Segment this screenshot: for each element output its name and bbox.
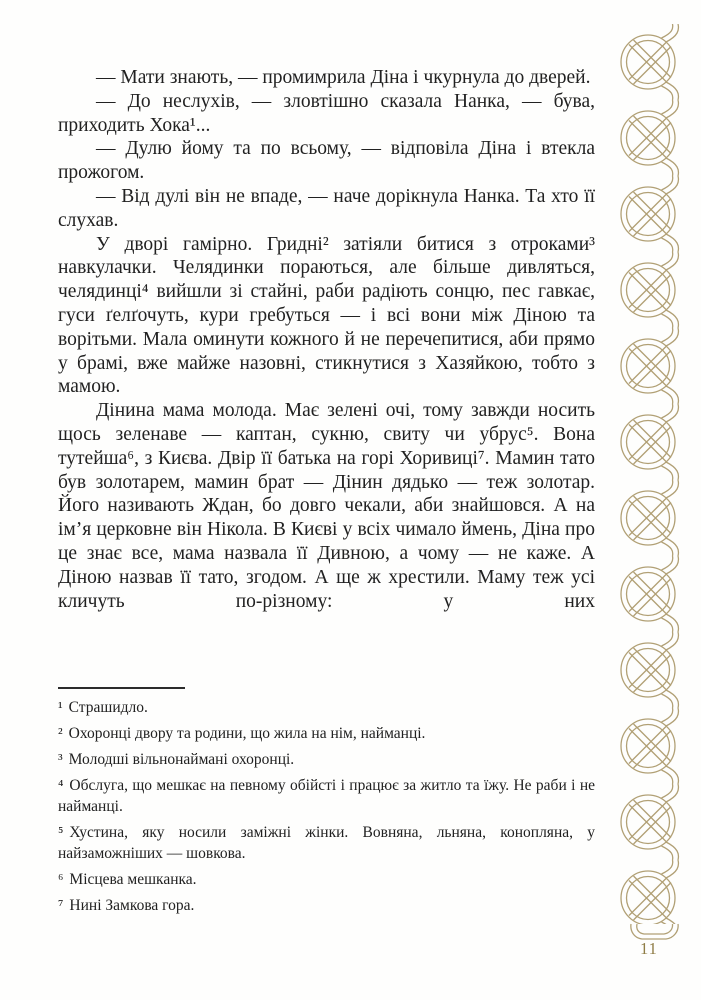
footnote-marker: ¹ bbox=[58, 699, 63, 716]
page-number: 11 bbox=[640, 939, 658, 958]
paragraph: — До неслухів, — зловтішно сказала Нанка, — бува, приходить Хока¹... bbox=[58, 90, 595, 136]
footnote-text: Обслуга, що мешкає на певному обійсті і працює за житло та їжу. Не раби і не найманці. bbox=[58, 777, 595, 815]
footnote-text: Місцева мешканка. bbox=[69, 871, 197, 888]
paragraph: Дінина мама молода. Має зелені очі, тому завжди носить щось зеленаве — каптан, сукню, свиту чи убрус⁵. Вона тутейша⁶, з Києва. Двір її батька на горі Хоривиці⁷. Мамин тато був золотарем, мамин брат — Дінин дядько — теж золотар. Його називають Ждан, бо довго чекали, аби знайшовся. А на ім’я церковне він Нікола. В Києві у всіх чимало ймень, Діна про це знає все, мама назвала її Дивною, а чому — не каже. А Діною назвав її тато, згодом. А ще ж хрестили. Маму теж усі кличуть по-різному: у них bbox=[58, 400, 595, 612]
footnote-item bbox=[58, 697, 595, 718]
footnote-text: Охоронці двору та родини, що жила на нім, найманці. bbox=[68, 725, 426, 742]
footnote-text: Хустина, яку носили заміжні жінки. Вовняна, льняна, конопляна, у найзаможніших — шовкова. bbox=[58, 824, 595, 862]
paragraph: — Від дулі він не впаде, — наче дорікнула Нанка. Та хто її слухав. bbox=[58, 185, 595, 231]
paragraph: — Дулю йому та по всьому, — відповіла Діна і втекла прожогом. bbox=[58, 138, 595, 184]
footnote-marker: ⁵ bbox=[58, 824, 64, 841]
footnote-text: Молодші вільнонаймані охоронці. bbox=[68, 751, 295, 768]
footnote-text: Нині Замкова гора. bbox=[69, 897, 195, 914]
footnote-item bbox=[58, 723, 595, 744]
footnote-text: Страшидло. bbox=[68, 699, 148, 716]
footnote-item bbox=[58, 895, 595, 916]
body-text bbox=[58, 66, 595, 613]
footnotes-section bbox=[58, 687, 595, 921]
footnote-marker: ⁶ bbox=[58, 871, 64, 888]
footnote-item bbox=[58, 775, 595, 817]
celtic-knot-border-icon bbox=[620, 24, 692, 940]
footnote-item bbox=[58, 749, 595, 770]
paragraph: — Мати знають, — промимрила Діна і чкурнула до дверей. bbox=[96, 67, 591, 88]
footnote-marker: ³ bbox=[58, 751, 63, 768]
footnote-item bbox=[58, 822, 595, 864]
footnote-marker: ⁷ bbox=[58, 897, 64, 914]
footnote-marker: ⁴ bbox=[58, 777, 64, 794]
footnote-separator bbox=[58, 687, 185, 689]
paragraph: У дворі гамірно. Гридні² затіяли битися з отроками³ навкулачки. Челядинки пораються, але більше дивляться, челядинці⁴ вийшли зі стайні, раби радіють сонцю, пес гавкає, гуси ґелґочуть, кури гребуться — і всі вони між Діною та ворітьми. Мала оминути кожного й не перечепитися, аби прямо у брамі, вже майже назовні, стикнутися з Хазяйкою, тобто з мамою. bbox=[58, 233, 595, 398]
footnote-marker: ² bbox=[58, 725, 63, 742]
footnote-item bbox=[58, 869, 595, 890]
